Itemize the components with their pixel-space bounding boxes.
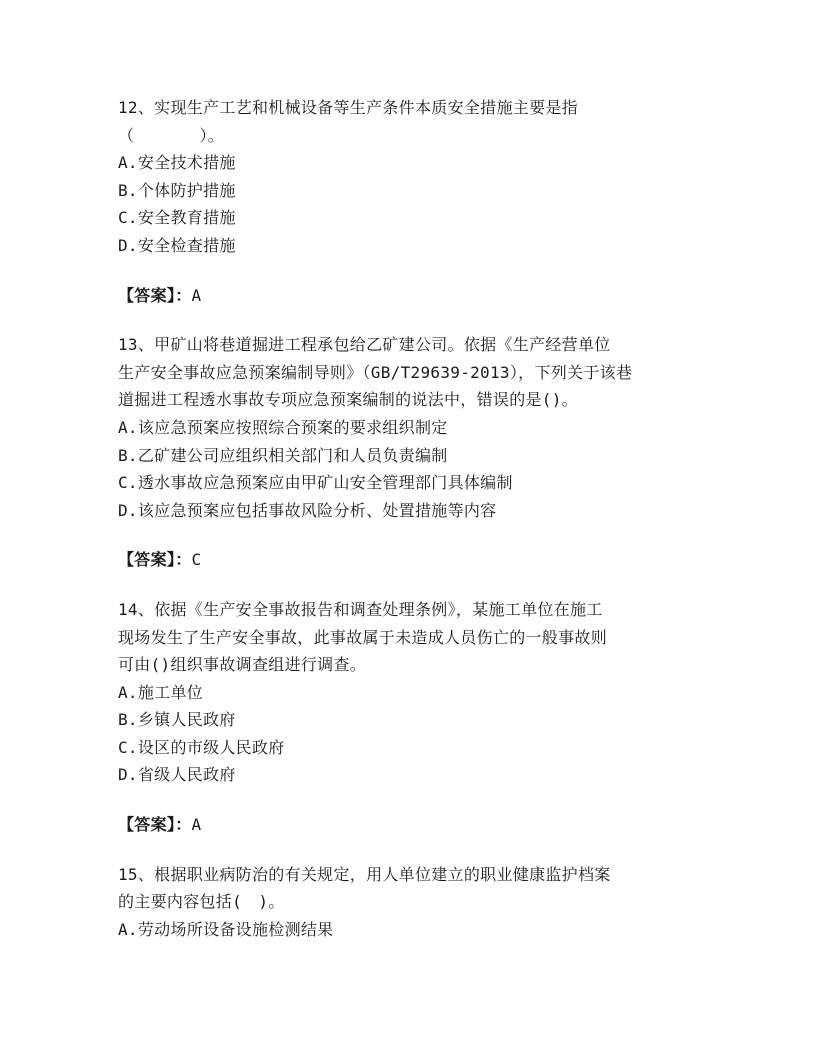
option-c: C.透水事故应急预案应由甲矿山安全管理部门具体编制 xyxy=(118,473,513,493)
question-stem-line: 道掘进工程透水事故专项应急预案编制的说法中，错误的是()。 xyxy=(118,390,578,410)
option-a: A.该应急预案应按照综合预案的要求组织制定 xyxy=(118,417,448,437)
answer-label: 【答案】： xyxy=(118,285,192,305)
question-14 xyxy=(118,596,698,861)
answer-line xyxy=(118,811,698,839)
option-b: B.个体防护措施 xyxy=(118,180,236,200)
exam-page xyxy=(118,94,698,943)
question-stem-line: 12、实现生产工艺和机械设备等生产条件本质安全措施主要是指 xyxy=(118,98,578,117)
answer-value: C xyxy=(191,550,202,570)
answer-value: A xyxy=(191,815,202,835)
question-stem-line: 15、根据职业病防治的有关规定，用人单位建立的职业健康监护档案 xyxy=(118,864,611,884)
option-a: A.施工单位 xyxy=(118,682,204,702)
option-c: C.设区的市级人民政府 xyxy=(118,737,285,757)
option-b: B.乙矿建公司应组织相关部门和人员负责编制 xyxy=(118,445,448,465)
question-stem-line: 现场发生了生产安全事故，此事故属于未造成人员伤亡的一般事故则 xyxy=(118,627,608,647)
option-a: A.劳动场所设备设施检测结果 xyxy=(118,919,334,939)
answer-value: A xyxy=(191,285,202,305)
question-stem-line: 生产安全事故应急预案编制导则》（GB/T29639-2013），下列关于该巷 xyxy=(118,362,633,382)
question-stem-line: （ ）。 xyxy=(118,125,225,145)
question-stem-line: 的主要内容包括( )。 xyxy=(118,892,285,912)
question-12 xyxy=(118,94,698,331)
question-13 xyxy=(118,331,698,596)
question-stem-line: 可由()组织事故调查组进行调查。 xyxy=(118,655,367,675)
answer-line xyxy=(118,282,698,310)
question-stem-line: 13、甲矿山将巷道掘进工程承包给乙矿建公司。依据《生产经营单位 xyxy=(118,335,611,355)
option-a: A.安全技术措施 xyxy=(118,153,236,173)
answer-label: 【答案】： xyxy=(118,550,192,570)
question-stem-line: 14、依据《生产安全事故报告和调查处理条例》，某施工单位在施工 xyxy=(118,599,603,619)
option-c: C.安全教育措施 xyxy=(118,208,236,228)
option-d: D.安全检查措施 xyxy=(118,235,236,255)
answer-label: 【答案】： xyxy=(118,815,192,835)
option-b: B.乡镇人民政府 xyxy=(118,710,236,730)
option-d: D.省级人民政府 xyxy=(118,765,236,785)
answer-line xyxy=(118,546,698,574)
question-15 xyxy=(118,861,698,944)
option-d: D.该应急预案应包括事故风险分析、处置措施等内容 xyxy=(118,500,497,520)
